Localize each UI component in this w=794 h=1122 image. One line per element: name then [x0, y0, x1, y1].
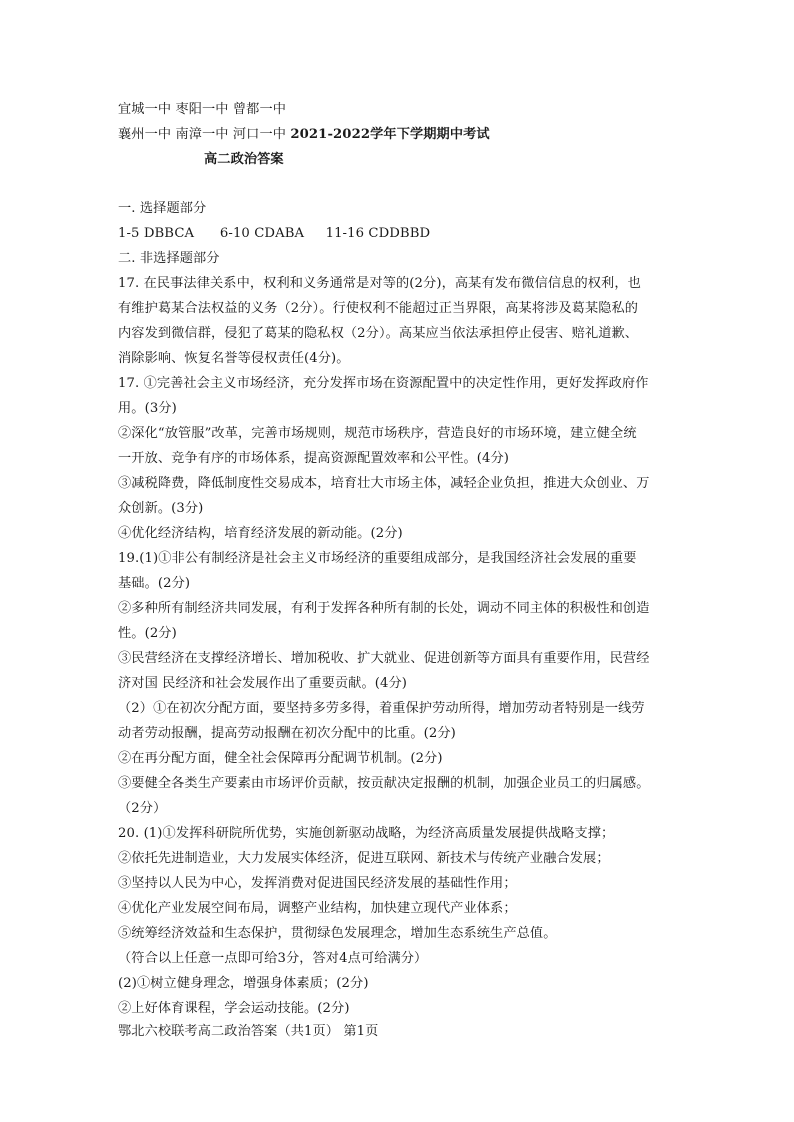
section2-heading: 二. 非选择题部分 — [118, 251, 220, 266]
schools-line-2-with-exam-title — [118, 126, 490, 144]
answer-line: ⑤统筹经济效益和生态保护，贯彻绿色发展理念，增加生态系统生产总值。 — [118, 926, 557, 941]
choice-answers: 1-5 DBBCA 6-10 CDABA 11-16 CDDBBD — [118, 226, 431, 241]
answer-line: 基础。(2分) — [118, 576, 191, 591]
answer-line: ②依托先进制造业，大力发展实体经济，促进互联网、新技术与传统产业融合发展； — [118, 851, 610, 866]
answer-line: (2)①树立健身理念，增强身体素质；(2分) — [118, 976, 369, 991]
answer-line: ②上好体育课程，学会运动技能。(2分) — [118, 1001, 350, 1016]
schools-line-2: 襄州一中 南漳一中 河口一中 — [118, 127, 287, 142]
answer-line: （2分） — [118, 801, 167, 816]
answer-line: 一开放、竞争有序的市场体系，提高资源配置效率和公平性。(4分) — [118, 451, 510, 466]
answer-line: 济对国 民经济和社会发展作出了重要贡献。(4分) — [118, 676, 408, 691]
answer-line: ②深化“放管服”改革，完善市场规则，规范市场秩序，营造良好的市场环境，建立健全统 — [118, 426, 637, 441]
answer-line: 众创新。(3分) — [118, 501, 204, 516]
answer-line: ②在再分配方面，健全社会保障再分配调节机制。(2分) — [118, 751, 443, 766]
answer-line: 有维护葛某合法权益的义务（2分）。行使权利不能超过正当界限，高某将涉及葛某隐私的 — [118, 301, 639, 316]
answer-line: ③要健全各类生产要素由市场评价贡献，按贡献决定报酬的机制，加强企业员工的归属感。 — [118, 776, 650, 791]
answer-line: 20. (1)①发挥科研院所优势，实施创新驱动战略，为经济高质量发展提供战略支撑； — [118, 826, 615, 841]
subject-title: 高二政治答案 — [204, 152, 284, 167]
page-footer: 鄂北六校联考高二政治答案（共1页） 第1页 — [118, 1024, 379, 1039]
section1-heading: 一. 选择题部分 — [118, 201, 207, 216]
schools-line-1: 宜城一中 枣阳一中 曾都一中 — [118, 102, 287, 117]
answer-line: （2）①在初次分配方面，要坚持多劳多得，着重保护劳动所得，增加劳动者特别是一线劳 — [118, 701, 645, 716]
exam-title: 2021-2022学年下学期期中考试 — [290, 127, 490, 142]
answer-line: ③坚持以人民为中心，发挥消费对促进国民经济发展的基础性作用； — [118, 876, 517, 891]
answer-line: 性。(2分) — [118, 626, 177, 641]
answer-line: 用。(3分) — [118, 401, 177, 416]
answer-line: 17. 在民事法律关系中，权利和义务通常是对等的(2分)，高某有发布微信信息的权利，也 — [118, 276, 641, 291]
answer-line: 19.(1)①非公有制经济是社会主义市场经济的重要组成部分，是我国经济社会发展的重要 — [118, 551, 637, 566]
answer-line: ②多种所有制经济共同发展，有利于发挥各种所有制的长处，调动不同主体的积极性和创造 — [118, 601, 650, 616]
answer-line: 内容发到微信群，侵犯了葛某的隐私权（2分）。高某应当依法承担停止侵害、赔礼道歉、 — [118, 326, 639, 341]
answer-line: 动者劳动报酬，提高劳动报酬在初次分配中的比重。(2分) — [118, 726, 456, 741]
answer-line: （符合以上任意一点即可给3分，答对4点可给满分） — [118, 951, 428, 966]
answer-line: ④优化经济结构，培育经济发展的新动能。(2分) — [118, 526, 403, 541]
answer-line: ③民营经济在支撑经济增长、增加税收、扩大就业、促进创新等方面具有重要作用，民营经 — [118, 651, 650, 666]
answer-line: 17. ①完善社会主义市场经济，充分发挥市场在资源配置中的决定性作用，更好发挥政府作 — [118, 376, 649, 391]
answer-line: ③减税降费，降低制度性交易成本，培育壮大市场主体，减轻企业负担，推进大众创业、万 — [118, 476, 650, 491]
answer-line: ④优化产业发展空间布局，调整产业结构，加快建立现代产业体系； — [118, 901, 517, 916]
answer-line: 消除影响、恢复名誉等侵权责任(4分)。 — [118, 351, 350, 366]
